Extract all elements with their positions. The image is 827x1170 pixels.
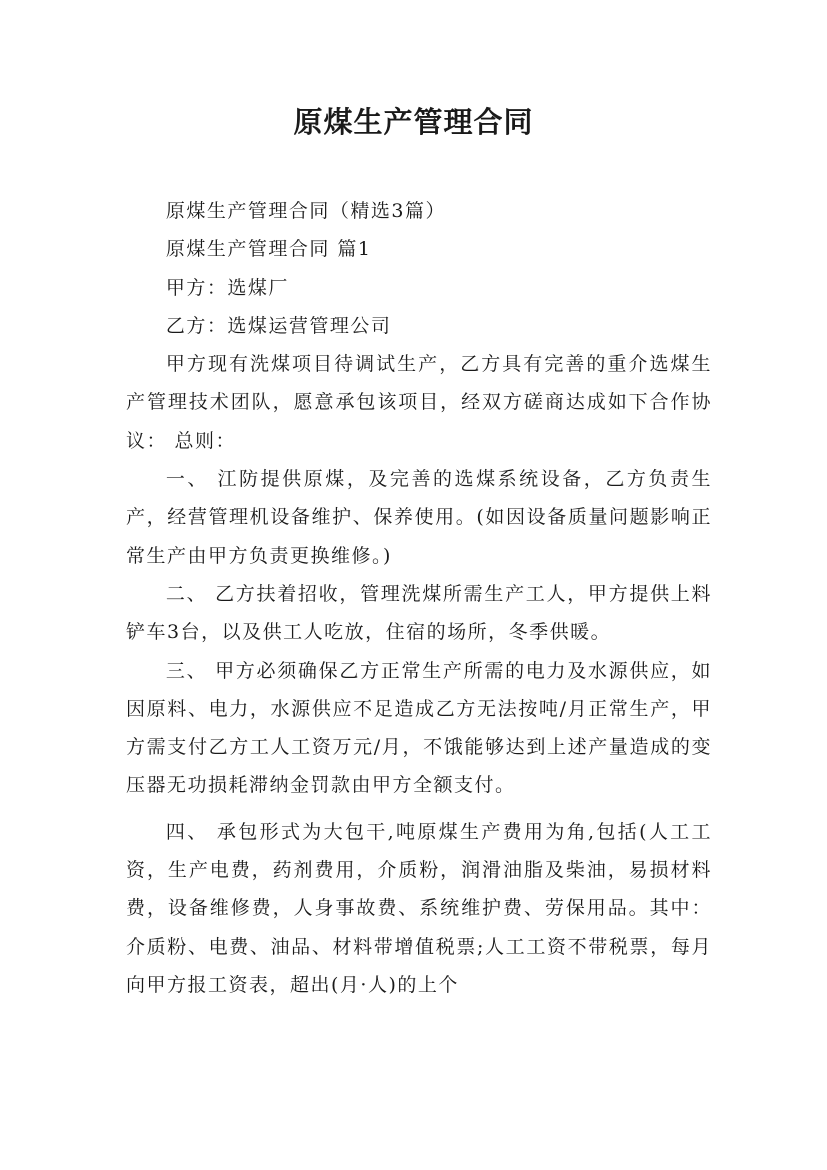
paragraph-preamble: 甲方现有洗煤项目待调试生产，乙方具有完善的重介选煤生产管理技术团队，愿意承包该项目，经双方磋商达成如下合作协议： 总则： [126,353,712,452]
document-body [126,192,712,1004]
paragraph-clause-1: 一、 江防提供原煤，及完善的选煤系统设备，乙方负责生产，经营管理机设备维护、保养使用。(如因设备质量问题影响正常生产由甲方负责更换维修。) [126,468,712,567]
paragraph-clause-4: 四、 承包形式为大包干,吨原煤生产费用为角,包括(人工工资，生产电费，药剂费用，介质粉，润滑油脂及柴油，易损材料费，设备维修费，人身事故费、系统维护费、劳保用品。其中：介质粉、电费、油品、材料带增值税票;人工工资不带税票，每月向甲方报工资表，超出(月·人)的上个 [126,820,712,996]
paragraph-clause-2: 二、 乙方扶着招收，管理洗煤所需生产工人，甲方提供上料铲车3台，以及供工人吃放，住宿的场所，冬季供暖。 [126,582,712,644]
paragraph-subtitle: 原煤生产管理合同（精选3篇） [165,200,446,222]
paragraph-party-b: 乙方：选煤运营管理公司 [165,314,392,337]
paragraph-chapter-heading: 原煤生产管理合同 篇1 [165,238,372,261]
paragraph-party-a: 甲方：选煤厂 [165,276,289,299]
paragraph-clause-3: 三、 甲方必须确保乙方正常生产所需的电力及水源供应，如因原料、电力，水源供应不足造成乙方无法按吨/月正常生产，甲方需支付乙方工人工资万元/月，不饿能够达到上述产量造成的变压器无功损耗滞纳金罚款由甲方全额支付。 [126,659,712,797]
document-title: 原煤生产管理合同 [293,105,534,139]
